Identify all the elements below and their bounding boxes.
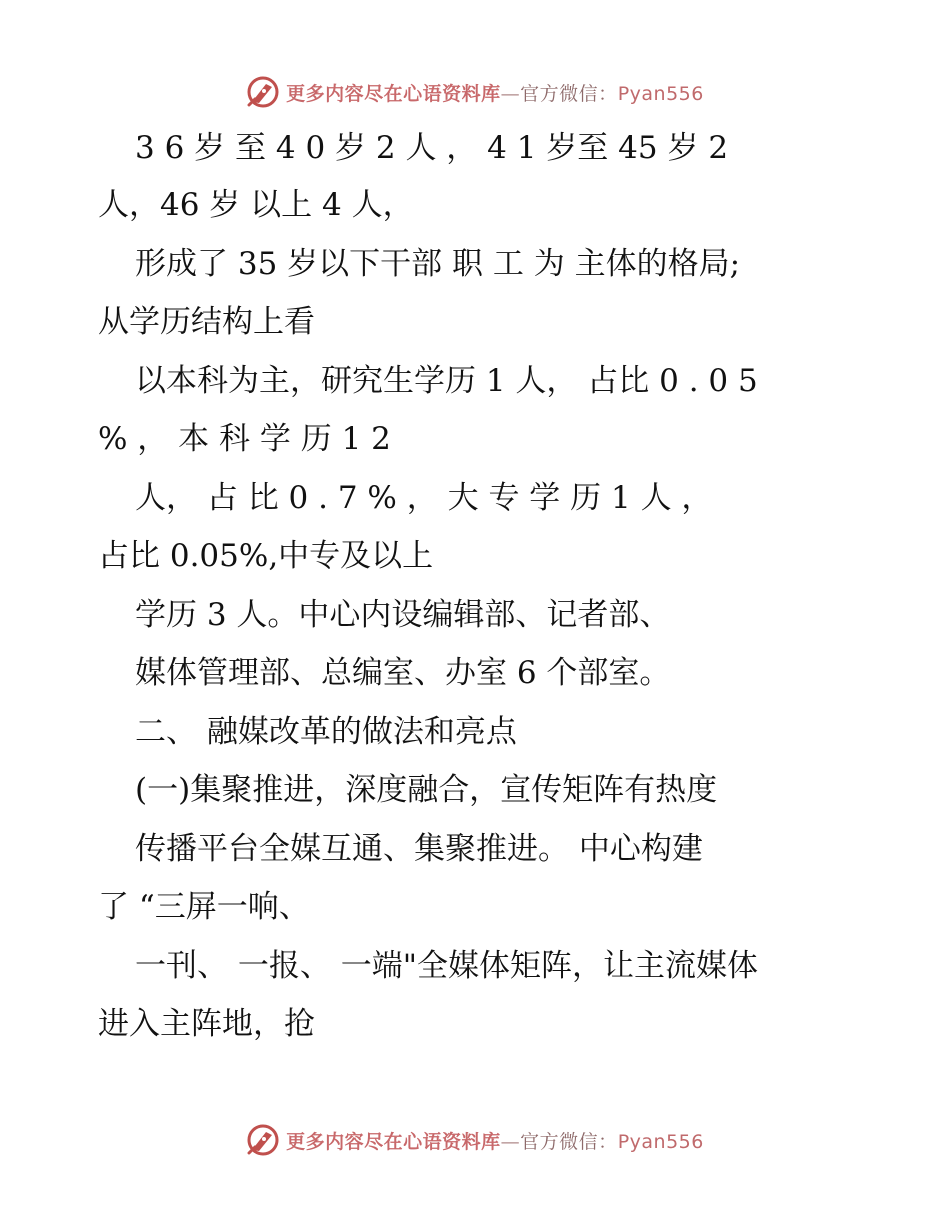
section-heading: 二、 融媒改革的做法和亮点 [135, 714, 517, 750]
body-line: % ， 本 科 学 历 1 2 [98, 421, 391, 457]
body-line: 3 6 岁 至 4 0 岁 2 人 ， 4 1 岁至 45 岁 2 [135, 130, 729, 166]
watermark-text [286, 1127, 704, 1154]
watermark-separator: — [500, 1130, 521, 1153]
pen-nib-circle-logo-icon [246, 1123, 280, 1157]
body-line: 形成了 35 岁以下干部 职 工 为 主体的格局; [135, 246, 741, 282]
body-line: 学历 3 人。中心内设编辑部、记者部、 [135, 597, 671, 633]
body-line: 人， 占 比 0 . 7 % ， 大 专 学 历 1 人 ， [135, 480, 713, 516]
footer-watermark [0, 1120, 950, 1160]
body-line: 从学历结构上看 [98, 304, 315, 340]
watermark-wechat-id: Pyan556 [617, 1130, 704, 1153]
body-line: 了 “三屏一响、 [98, 889, 310, 925]
watermark-wechat-id: Pyan556 [617, 82, 704, 105]
body-line: 以本科为主，研究生学历 1 人， 占比 0 . 0 5 [135, 363, 758, 399]
watermark-separator: — [500, 82, 521, 105]
body-line: 传播平台全媒互通、集聚推进。 中心构建 [135, 831, 703, 867]
header-watermark [0, 72, 950, 112]
body-line: 一刊、 一报、 一端"全媒体矩阵，让主流媒体 [135, 948, 758, 984]
watermark-text [286, 79, 704, 106]
watermark-official-label: 官方微信： [520, 1130, 618, 1153]
subsection-heading: (一)集聚推进，深度融合，宣传矩阵有热度 [135, 772, 718, 808]
watermark-main-text: 更多内容尽在心语资料库 [286, 1130, 501, 1153]
body-line: 人，46 岁 以上 4 人， [98, 187, 414, 223]
watermark-main-text: 更多内容尽在心语资料库 [286, 82, 501, 105]
body-line: 占比 0.05%,中专及以上 [98, 538, 434, 574]
watermark-official-label: 官方微信： [520, 82, 618, 105]
body-line: 进入主阵地，抢 [98, 1006, 315, 1042]
body-line: 媒体管理部、总编室、办室 6 个部室。 [135, 655, 671, 691]
pen-nib-circle-logo-icon [246, 75, 280, 109]
